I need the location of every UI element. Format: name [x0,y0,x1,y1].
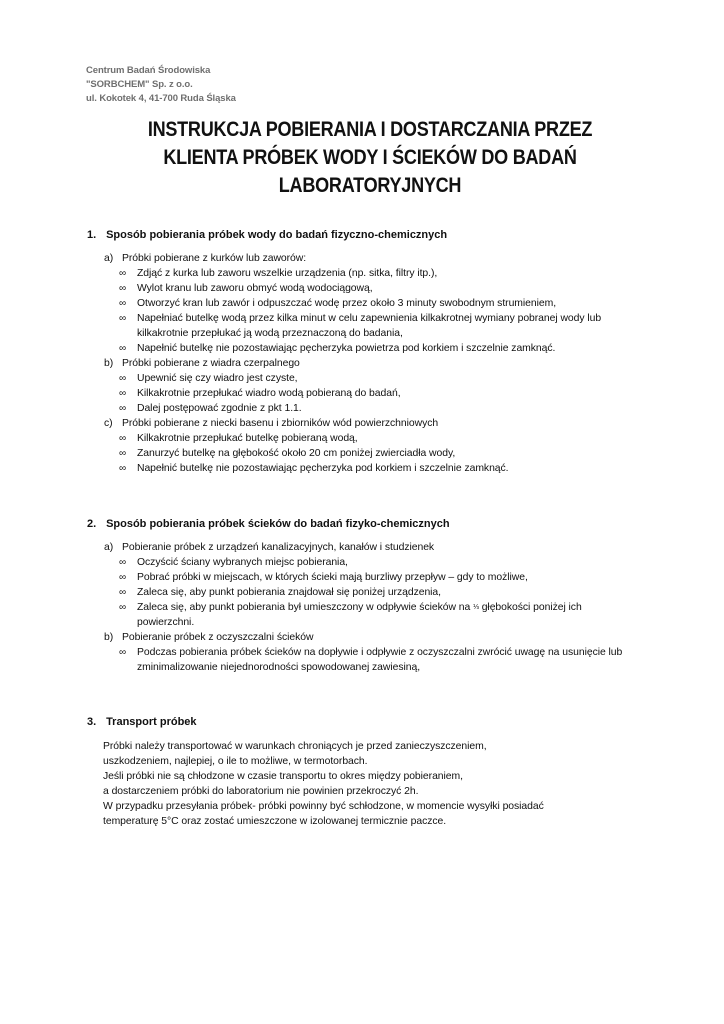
list-item: Dalej postępować zgodnie z pkt 1.1. [137,403,302,414]
section-2-heading [87,518,450,530]
bullet-icon: ∞ [119,557,127,568]
subsection-a [104,540,434,555]
section-number: 1. [87,229,97,241]
list-item: Pobrać próbki w miejscach, w których ścieki mają burzliwy przepływ – gdy to możliwe, [137,572,528,583]
subsection-text: Próbki pobierane z kurków lub zaworów: [122,253,307,264]
list-item: Kilkakrotnie przepłukać wiadro wodą pobieraną do badań, [137,388,401,399]
list-item-text: Zaleca się, aby punkt pobierania był umieszczony w odpływie ścieków na [137,602,471,613]
bullet-icon: ∞ [119,343,127,354]
list-item-continuation: kilkakrotnie przepłukać ją wodą przeznaczoną do badania, [137,328,403,339]
list-item: Napełniać butelkę wodą przez kilka minut w celu zapewnienia kilkakrotnej wymiany pobranej wody lub [137,313,602,324]
list-item: Zdjąć z kurka lub zaworu wszelkie urządzenia (np. sitka, filtry itp.), [137,268,438,279]
section-1-heading [87,229,447,241]
company-legal-name: "SORBCHEM" Sp. z o.o. [86,79,193,90]
list-label: a) [104,253,114,264]
list-item: Podczas pobierania próbek ścieków na dopływie i odpływie z oczyszczalni zwrócić uwagę na usunięcie lub [137,647,623,658]
list-item: Wylot kranu lub zaworu obmyć wodą wodociągową, [137,283,373,294]
bullet-icon: ∞ [119,448,127,459]
paragraph-line: temperaturę 5°C oraz zostać umieszczone w izolowanej termicznie paczce. [103,816,447,827]
subsection-text: Próbki pobierane z niecki basenu i zbiorników wód powierzchniowych [122,418,439,429]
subsection-text: Pobieranie próbek z oczyszczalni ścieków [122,632,314,643]
bullet-icon: ∞ [119,403,127,414]
bullet-icon: ∞ [119,602,127,613]
list-item: Oczyścić ściany wybranych miejsc pobierania, [137,557,348,568]
bullet-icon: ∞ [119,572,127,583]
section-title: Transport próbek [106,716,197,728]
section-title: Sposób pobierania próbek ścieków do badań fizyko-chemicznych [106,518,450,530]
title-line-3: LABORATORYJNYCH [278,174,462,197]
bullet-icon: ∞ [119,313,127,324]
bullet-icon: ∞ [119,433,127,444]
list-label: a) [104,542,114,553]
subsection-text: Pobieranie próbek z urządzeń kanalizacyjnych, kanałów i studzienek [122,542,435,553]
paragraph-line: W przypadku przesyłania próbek- próbki powinny być schłodzone, w momencie wysyłki posiadać [103,801,544,812]
document-title [129,116,611,200]
bullet-icon: ∞ [119,587,127,598]
list-label: b) [104,358,114,369]
subsection-b [104,356,300,371]
list-item: Upewnić się czy wiadro jest czyste, [137,373,298,384]
list-item-continuation: powierzchni. [137,617,195,628]
company-name: Centrum Badań Środowiska [86,65,211,76]
bullet-icon: ∞ [119,388,127,399]
section-3-heading [87,716,197,728]
bullet-icon: ∞ [119,283,127,294]
list-item-text: głębokości poniżej ich [481,602,582,613]
list-label: b) [104,632,114,643]
paragraph-line: uszkodzeniem, najlepiej, o ile to możliwe, w termotorbach. [103,756,368,767]
paragraph-line: Jeśli próbki nie są chłodzone w czasie transportu to okres między pobieraniem, [103,771,463,782]
section-number: 2. [87,518,97,530]
title-line-1: INSTRUKCJA POBIERANIA I DOSTARCZANIA PRZEZ [147,118,593,141]
paragraph-line: a dostarczeniem próbki do laboratorium nie powinien przekroczyć 2h. [103,786,419,797]
subsection-c [104,416,438,431]
company-address: ul. Kokotek 4, 41-700 Ruda Śląska [86,93,236,104]
paragraph-line: Próbki należy transportować w warunkach chroniących je przed zanieczyszczeniem, [103,741,487,752]
list-item: Zaleca się, aby punkt pobierania znajdował się poniżej urządzenia, [137,587,441,598]
subsection-b [104,630,313,645]
bullet-icon: ∞ [119,463,127,474]
subsection-a [104,251,306,266]
title-line-2: KLIENTA PRÓBEK WODY I ŚCIEKÓW DO BADAŃ [163,146,577,169]
bullet-icon: ∞ [119,647,127,658]
subsection-text: Próbki pobierane z wiadra czerpalnego [122,358,300,369]
list-item: Otworzyć kran lub zawór i odpuszczać wodę przez około 3 minuty swobodnym strumieniem, [137,298,557,309]
list-item: Kilkakrotnie przepłukać butelkę pobieraną wodą, [137,433,358,444]
section-number: 3. [87,716,97,728]
bullet-icon: ∞ [119,298,127,309]
list-label: c) [104,418,113,429]
bullet-icon: ∞ [119,268,127,279]
company-header [86,64,236,106]
bullet-icon: ∞ [119,373,127,384]
fraction: ⅓ [473,604,479,611]
list-item-continuation: zminimalizowanie niejednorodności spowodowanej zawiesiną, [137,662,421,673]
list-item [137,600,582,615]
list-item: Zanurzyć butelkę na głębokość około 20 cm poniżej zwierciadła wody, [137,448,456,459]
list-item: Napełnić butelkę nie pozostawiając pęcherzyka powietrza pod korkiem i szczelnie zamknąć. [137,343,556,354]
list-item: Napełnić butelkę nie pozostawiając pęcherzyka pod korkiem i szczelnie zamknąć. [137,463,509,474]
section-title: Sposób pobierania próbek wody do badań fizyczno-chemicznych [106,229,448,241]
